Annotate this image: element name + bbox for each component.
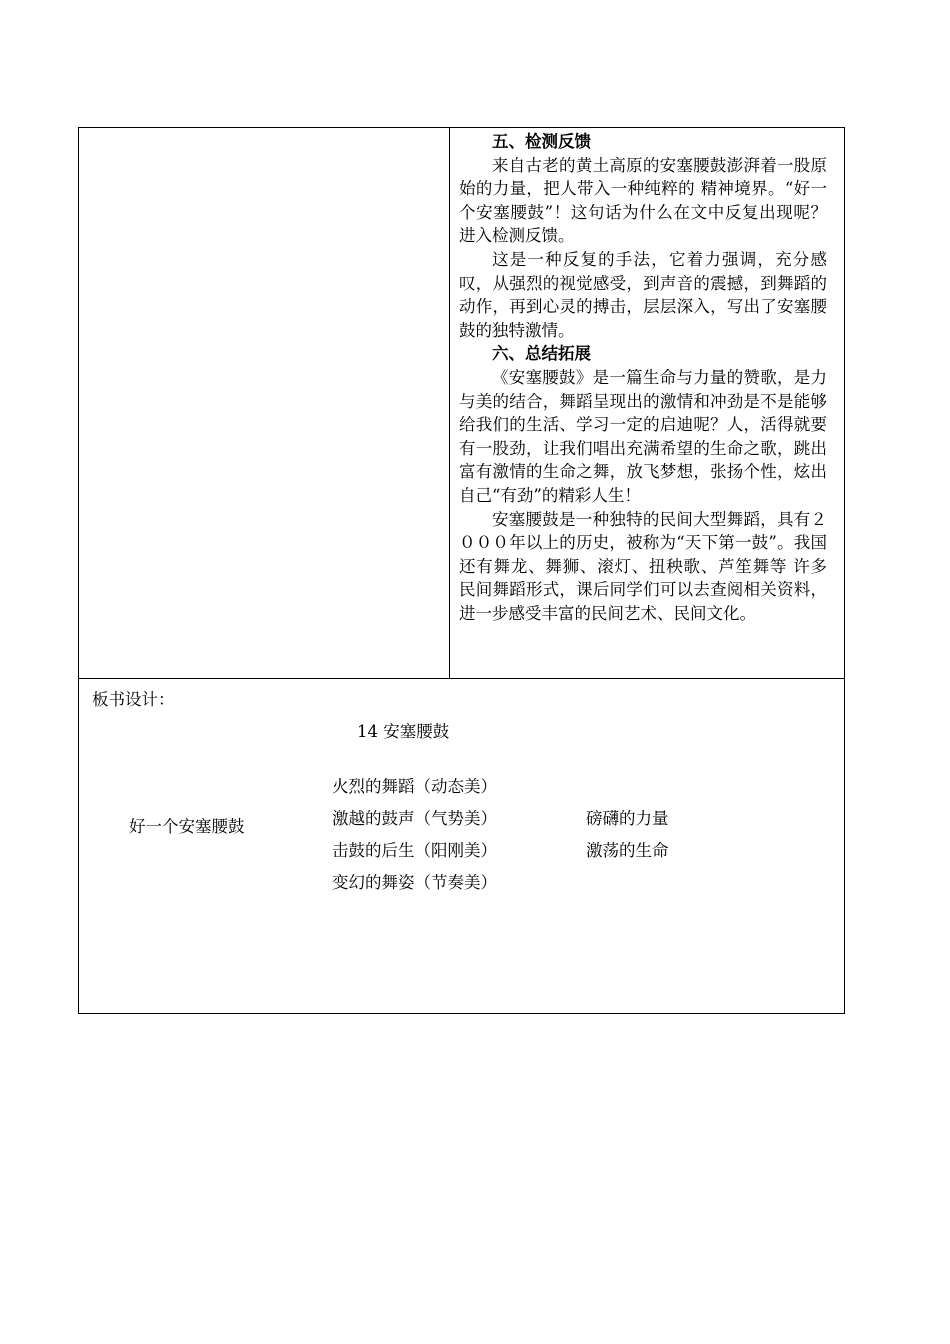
board-middle-item: 击鼓的后生（阳刚美）	[332, 841, 497, 860]
board-right-item: 磅礴的力量	[586, 809, 669, 828]
column-divider	[449, 128, 450, 678]
section6-paragraph-1: 《安塞腰鼓》是一篇生命与力量的赞歌，是力与美的结合，舞蹈呈现出的激情和冲劲是不是能够给我们的生活、学习一定的启迪呢？人，活得就要有一股劲，让我们唱出充满希望的生命之歌，跳出富有激情的生命之舞，放飞梦想，张扬个性，炫出自己“有劲”的精彩人生！	[459, 367, 827, 505]
board-middle-item: 激越的鼓声（气势美）	[332, 809, 497, 828]
board-title: 14 安塞腰鼓	[357, 722, 450, 741]
board-right-item: 激荡的生命	[586, 841, 669, 860]
board-design-cell	[79, 679, 844, 1013]
section5-paragraph-1: 来自古老的黄土高原的安塞腰鼓澎湃着一股原始的力量，把人带入一种纯粹的 精神境界。“好一个安塞腰鼓”！这句话为什么在文中反复出现呢？进入检测反馈。	[459, 155, 827, 246]
board-left-phrase: 好一个安塞腰鼓	[129, 817, 245, 836]
board-design-label: 板书设计：	[92, 690, 175, 709]
lesson-plan-table	[78, 127, 845, 1014]
section6-paragraph-2: 安塞腰鼓是一种独特的民间大型舞蹈，具有２０００年以上的历史，被称为“天下第一鼓”。我国还有舞龙、舞狮、滚灯、扭秧歌、芦笙舞等 许多民间舞蹈形式，课后同学们可以去查阅相关资料，进一步感受丰富的民间艺术、民间文化。	[459, 509, 827, 623]
teaching-process-cell	[459, 130, 827, 625]
board-middle-item: 变幻的舞姿（节奏美）	[332, 873, 497, 892]
section6-heading: 六、总结拓展	[492, 344, 591, 364]
section5-paragraph-2: 这是一种反复的手法，它着力强调，充分感叹，从强烈的视觉感受，到声音的震撼，到舞蹈的动作，再到心灵的搏击，层层深入，写出了安塞腰鼓的独特激情。	[459, 249, 827, 340]
board-middle-item: 火烈的舞蹈（动态美）	[332, 777, 497, 796]
section5-heading: 五、检测反馈	[492, 132, 591, 151]
left-empty-cell	[79, 128, 449, 678]
